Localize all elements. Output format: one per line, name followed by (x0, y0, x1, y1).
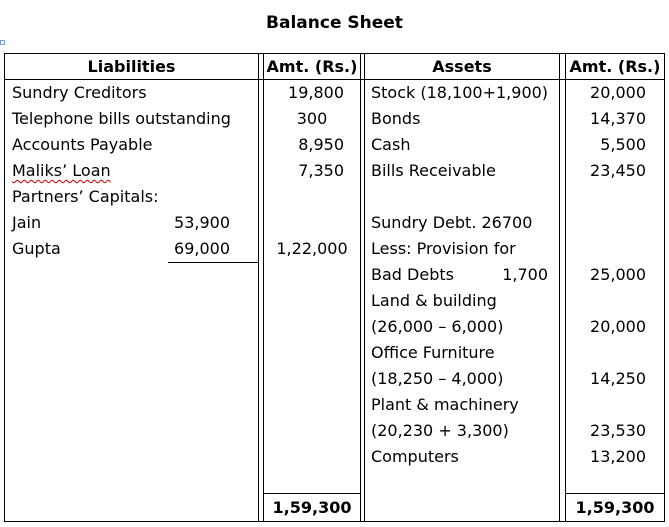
asset-label: (26,000 – 6,000) (371, 317, 504, 336)
header-assets: Assets (432, 57, 492, 76)
asset-amount: 5,500 (600, 135, 646, 154)
col-border-1 (258, 53, 259, 522)
header-amount-left: Amt. (Rs.) (266, 57, 358, 76)
asset-amount: 20,000 (590, 317, 646, 336)
col-border-3 (360, 53, 361, 522)
asset-amount: 23,450 (590, 161, 646, 180)
liability-label: Telephone bills outstanding (12, 109, 231, 128)
asset-label: Land & building (371, 291, 497, 310)
asset-amount: 13,200 (590, 447, 646, 466)
asset-label: (20,230 + 3,300) (371, 421, 509, 440)
liability-label: Accounts Payable (12, 135, 153, 154)
liability-label: Sundry Creditors (12, 83, 147, 102)
liability-amount: 8,950 (298, 135, 344, 154)
asset-label: Sundry Debt. 26700 (371, 213, 533, 232)
asset-amount: 23,530 (590, 421, 646, 440)
col-border-left (4, 53, 5, 522)
asset-sub-value: 1,700 (502, 265, 548, 284)
asset-label: Bad Debts (371, 265, 454, 284)
liability-amount: 19,800 (288, 83, 344, 102)
asset-label: Less: Provision for (371, 239, 516, 258)
asset-amount: 20,000 (590, 83, 646, 102)
partner-value: 69,000 (174, 239, 230, 258)
partners-total: 1,22,000 (276, 239, 348, 258)
liability-label: Maliks’ Loan (12, 161, 111, 180)
liability-amount: 7,350 (298, 161, 344, 180)
total-assets: 1,59,300 (575, 498, 655, 517)
page-title: Balance Sheet (266, 13, 403, 33)
liability-amount: 300 (296, 109, 328, 128)
asset-label: Stock (18,100+1,900) (371, 83, 549, 102)
partner-name: Jain (12, 213, 42, 232)
col-border-right (664, 53, 665, 522)
partners-capitals-label: Partners’ Capitals: (12, 187, 159, 206)
total-left-top-line (264, 493, 360, 494)
header-liabilities: Liabilities (87, 57, 176, 76)
asset-label: Bonds (371, 109, 421, 128)
header-amount-right: Amt. (Rs.) (569, 57, 661, 76)
partner-value: 53,900 (174, 213, 230, 232)
asset-amount: 14,250 (590, 369, 646, 388)
partner-name: Gupta (12, 239, 61, 258)
partners-subtotal-line (168, 262, 258, 263)
total-right-top-line (566, 493, 664, 494)
col-border-5 (559, 53, 560, 522)
table-handle-icon[interactable] (0, 40, 5, 45)
col-border-4 (364, 53, 365, 522)
asset-label: Office Furniture (371, 343, 495, 362)
asset-label: (18,250 – 4,000) (371, 369, 504, 388)
asset-label: Bills Receivable (371, 161, 496, 180)
asset-label: Computers (371, 447, 459, 466)
asset-amount: 14,370 (590, 109, 646, 128)
asset-label: Cash (371, 135, 411, 154)
asset-label: Plant & machinery (371, 395, 519, 414)
total-liabilities: 1,59,300 (272, 498, 352, 517)
asset-amount: 25,000 (590, 265, 646, 284)
